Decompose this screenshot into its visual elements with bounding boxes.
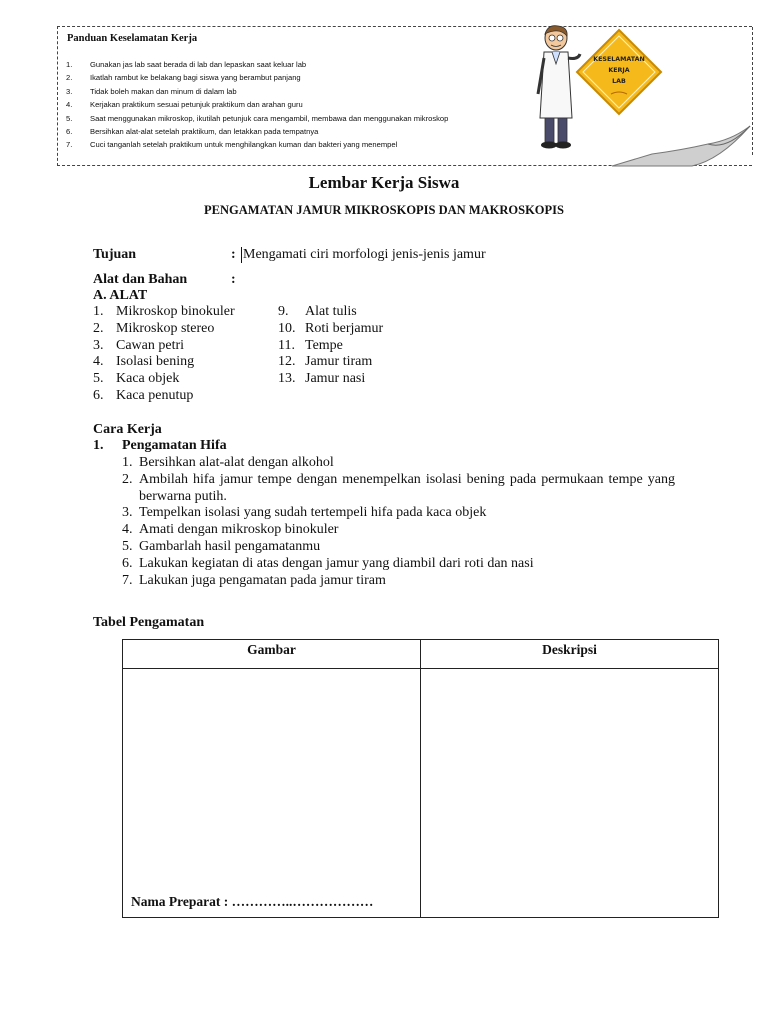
page-title: Lembar Kerja Siswa	[308, 173, 460, 192]
safety-rule: 7. Cuci tanganlah setelah praktikum untuk menghilangkan kuman dan bakteri yang menempel	[66, 140, 398, 150]
table-row	[123, 669, 719, 918]
step-item: 6. Lakukan kegiatan di atas dengan jamur yang diambil dari roti dan nasi	[122, 555, 534, 571]
list-item: 9. Alat tulis	[278, 304, 357, 319]
nama-preparat-label: Nama Preparat : …………..………………	[131, 894, 374, 909]
page-curl-icon	[612, 120, 754, 168]
step-item: 7. Lakukan juga pengamatan pada jamur tiram	[122, 572, 386, 588]
alat-list-right	[278, 304, 383, 388]
procedure-steps	[122, 455, 675, 589]
tujuan-label: Tujuan	[93, 247, 137, 262]
tujuan-value: Mengamati ciri morfologi jenis-jenis jamur	[243, 247, 486, 262]
safety-title: Panduan Keselamatan Kerja	[67, 33, 198, 44]
list-item: 12. Jamur tiram	[278, 354, 373, 370]
tujuan-colon: :	[231, 247, 236, 262]
safety-rules-list	[66, 58, 448, 152]
safety-rule: 2. Ikatlah rambut ke belakang bagi siswa yang berambut panjang	[66, 73, 301, 83]
alat-list-left	[93, 304, 235, 405]
list-item: 4. Isolasi bening	[93, 354, 195, 370]
column-header-deskripsi: Deskripsi	[421, 640, 719, 669]
observation-table	[122, 639, 719, 918]
table-header-row	[123, 640, 719, 669]
list-item: 6. Kaca penutup	[93, 387, 194, 403]
alat-bahan-label: Alat dan Bahan	[93, 272, 188, 287]
sign-line-3: LAB	[612, 78, 626, 85]
gambar-cell[interactable]	[123, 669, 421, 918]
pengamatan-hifa-heading: 1. Pengamatan Hifa	[93, 438, 227, 453]
sign-line-2: KERJA	[608, 67, 630, 74]
cara-kerja-label: Cara Kerja	[93, 422, 162, 437]
deskripsi-cell[interactable]	[421, 669, 719, 918]
safety-rule: 1. Gunakan jas lab saat berada di lab dan lepaskan saat keluar lab	[66, 60, 307, 69]
column-header-gambar: Gambar	[123, 640, 421, 669]
safety-rule: 6. Bersihkan alat-alat setelah praktikum, dan letakkan pada tempatnya	[66, 126, 319, 136]
step-item: 5. Gambarlah hasil pengamatanmu	[122, 538, 321, 554]
sign-line-1: KESELAMATAN	[593, 56, 645, 63]
alat-section-heading: A. ALAT	[93, 288, 148, 303]
step-item: 1. Bersihkan alat-alat dengan alkohol	[122, 455, 334, 470]
warning-diamond-icon	[575, 28, 663, 116]
page-subtitle: PENGAMATAN JAMUR MIKROSKOPIS DAN MAKROSKOPIS	[204, 203, 564, 217]
alat-bahan-colon: :	[231, 272, 236, 287]
list-item: 3. Cawan petri	[93, 337, 185, 353]
list-item: 1. Mikroskop binokuler	[93, 304, 235, 319]
list-item: 10. Roti berjamur	[278, 320, 384, 336]
list-item: 13. Jamur nasi	[278, 371, 366, 387]
step-item: 4. Amati dengan mikroskop binokuler	[122, 522, 339, 538]
safety-sign	[575, 28, 663, 121]
step-item: 3. Tempelkan isolasi yang sudah tertempeli hifa pada kaca objek	[122, 505, 487, 521]
tabel-pengamatan-label: Tabel Pengamatan	[93, 615, 205, 630]
list-item: 11. Tempe	[278, 337, 343, 353]
safety-rule: 5. Saat menggunakan mikroskop, ikutilah petunjuk cara mengambil, membawa dan menggunakan mikroskop	[66, 113, 449, 123]
list-item: 5. Kaca objek	[93, 371, 180, 387]
list-item: 2. Mikroskop stereo	[93, 320, 215, 336]
safety-rule: 4. Kerjakan praktikum sesuai petunjuk praktikum dan arahan guru	[66, 100, 303, 110]
step-item: 2. Ambilah hifa jamur tempe dengan menempelkan isolasi bening pada permukaan tempe yang berwarna putih.	[122, 471, 675, 504]
safety-rule: 3. Tidak boleh makan dan minum di dalam lab	[66, 86, 237, 96]
